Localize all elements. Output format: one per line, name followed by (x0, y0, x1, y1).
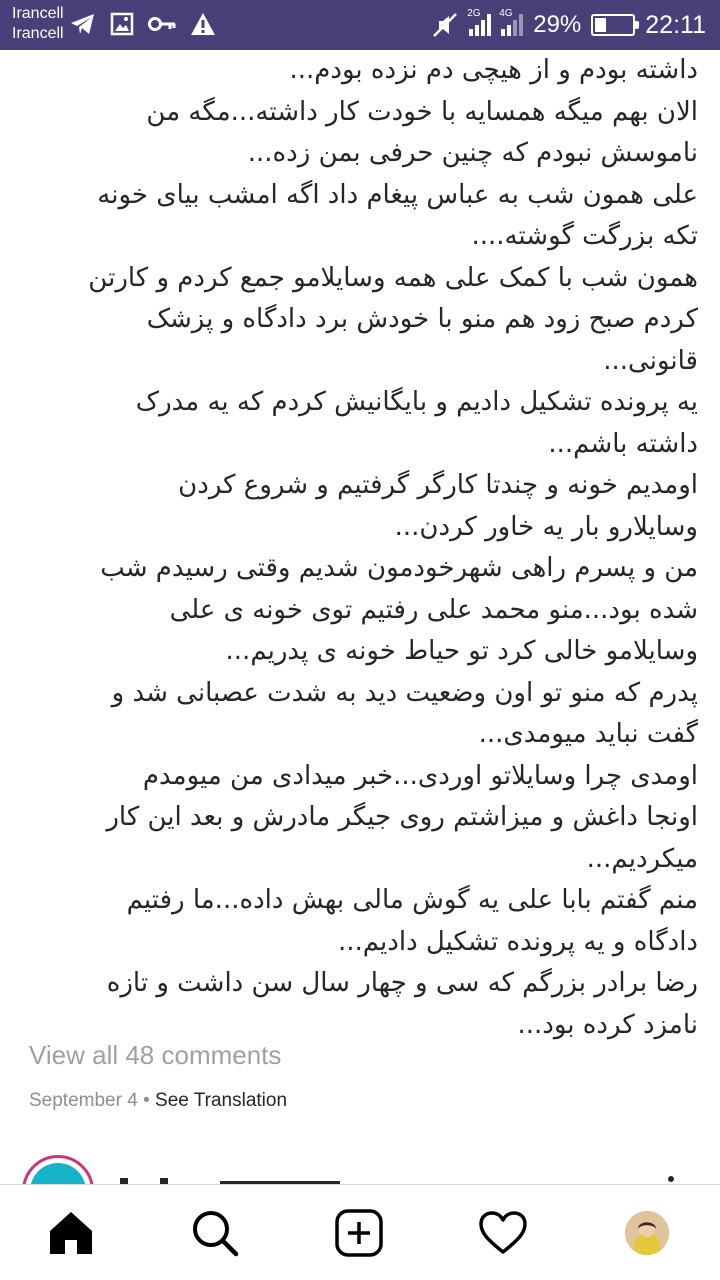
nav-activity[interactable] (463, 1185, 543, 1280)
caption-line: رضا برادر بزرگم که سی و چهار سال سن داشت و تازه (106, 968, 698, 998)
caption-line: من و پسرم راهی شهرخودمون شدیم وقتی رسیدم شب (100, 553, 698, 583)
carrier-names (12, 4, 64, 44)
caption-line: دادگاه و یه پرونده تشکیل دادیم... (337, 926, 698, 957)
caption-line: کردم صبح زود هم منو با خودش برد دادگاه و پزشک (146, 304, 698, 334)
warning-icon (190, 12, 216, 36)
telegram-icon (70, 13, 96, 35)
search-icon (190, 1208, 240, 1258)
signal-icon (499, 8, 523, 36)
nav-search[interactable] (175, 1185, 255, 1280)
more-options-icon[interactable] (668, 1176, 674, 1182)
caption-line: وسایلارو بار یه خاور کردن... (394, 511, 698, 542)
caption-line: همون شب با کمک علی همه وسایلامو جمع کردم و کارتن (88, 262, 698, 293)
caption-line: علی همون شب به عباس پیغام داد اگه امشب بیای خونه (97, 179, 698, 210)
network-type-1: 2G (467, 8, 481, 19)
carrier-1: Irancell (12, 5, 64, 22)
caption-line: اومدیم خونه و چندتا کارگر گرفتیم و شروع کردن (178, 470, 698, 500)
caption-line: داشته بودم و از هیچی دم نزده بودم... (289, 55, 698, 85)
caption-line: ناموسش نبودم که چنین حرفی بمن زده... (247, 138, 698, 168)
signal-icon (467, 8, 491, 36)
caption-line: میکردیم... (586, 843, 698, 874)
post-caption (30, 50, 698, 1046)
caption-line: قانونی... (603, 345, 698, 376)
battery-fill (595, 18, 605, 32)
caption-line: نامزد کرده بود... (517, 1009, 698, 1040)
caption-line: داشته باشم... (548, 428, 698, 459)
post-date: September 4 (29, 1090, 138, 1111)
new-post-icon (334, 1208, 384, 1258)
caption-line: اومدی چرا وسایلاتو اوردی...خبر میدادی من میومدم (142, 760, 698, 791)
bottom-navigation (0, 1184, 720, 1280)
caption-line: وسایلامو خالی کرد تو حیاط خونه ی پدریم... (225, 636, 698, 666)
key-icon (148, 16, 176, 32)
image-icon (110, 12, 134, 36)
caption-line: تکه بزرگت گوشته.... (471, 221, 698, 251)
post-meta (29, 1090, 287, 1112)
caption-line: شده بود...منو محمد علی رفتیم توی خونه ی علی (169, 594, 698, 625)
caption-line: اونجا داغش و میزاشتم روی جیگر مادرش و بعد این کار (106, 802, 698, 832)
profile-avatar (625, 1211, 669, 1255)
caption-line: یه پرونده تشکیل دادیم و بایگانیش کردم که یه مدرک (135, 387, 698, 417)
view-all-comments-link[interactable]: View all 48 comments (29, 1040, 282, 1070)
battery-icon (591, 14, 635, 36)
nav-home[interactable] (31, 1185, 111, 1280)
mute-icon (431, 11, 459, 39)
meta-separator: • (143, 1090, 150, 1111)
caption-line: پدرم که منو تو اون وضعیت دید به شدت عصبانی شد و (111, 677, 698, 708)
notification-icons (70, 12, 216, 36)
nav-new-post[interactable] (319, 1185, 399, 1280)
clock: 22:11 (645, 10, 706, 39)
activity-heart-icon (478, 1210, 528, 1256)
caption-line: گفت نباید میومدی... (478, 719, 698, 749)
caption-line: منم گفتم بابا علی یه گوش مالی بهش داده...ما رفتیم (126, 885, 698, 915)
nav-profile[interactable] (607, 1185, 687, 1280)
status-right (431, 0, 706, 50)
see-translation-link[interactable]: See Translation (155, 1090, 288, 1111)
caption-line: الان بهم میگه همسایه با خودت کار داشته...مگه من (146, 96, 698, 127)
carrier-2: Irancell (12, 25, 64, 42)
battery-percent: 29% (533, 11, 582, 38)
network-type-2: 4G (499, 8, 513, 19)
home-icon (46, 1208, 96, 1258)
status-bar (0, 0, 720, 50)
